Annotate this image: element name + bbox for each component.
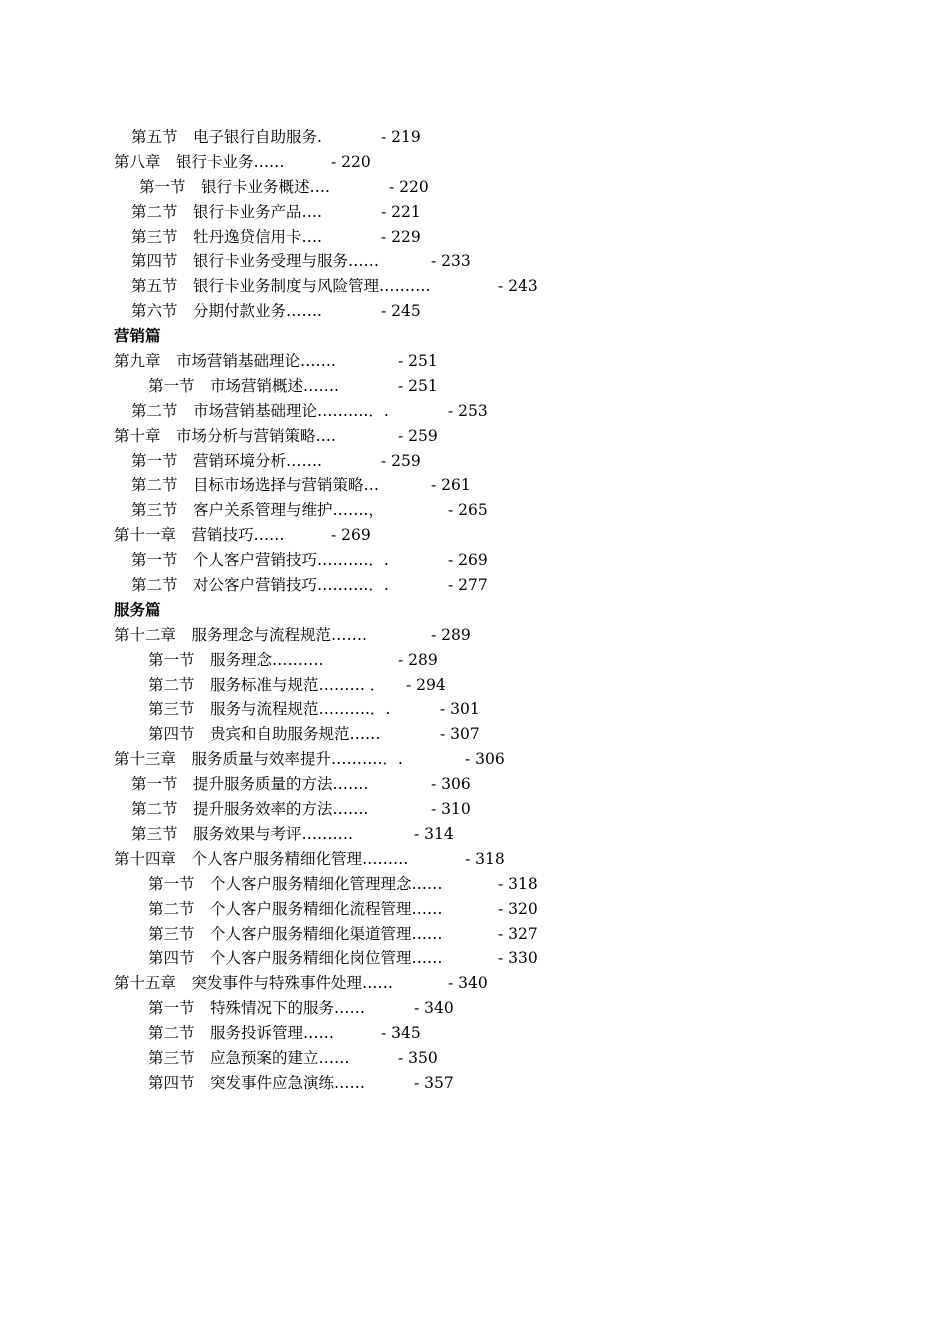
toc-entry (0, 971, 950, 996)
toc-entry-page-number: - 253 (448, 401, 488, 420)
toc-entry (0, 697, 950, 722)
toc-entry-page-number: - 229 (381, 227, 421, 246)
toc-entry-page-number: - 259 (381, 451, 421, 470)
toc-entry (0, 473, 950, 498)
toc-entry-page-number: - 251 (398, 376, 438, 395)
toc-entry-page-number: - 340 (448, 974, 488, 993)
toc-entry-title: 第三节 服务效果与考评………. (131, 824, 353, 843)
toc-entry-title: 第一节 个人客户营销技巧……….．. (131, 551, 389, 570)
toc-entry (0, 175, 950, 200)
toc-entry-page-number: - 301 (440, 700, 480, 719)
toc-entry-page-number: - 243 (498, 277, 538, 296)
toc-entry-title: 第十二章 服务理念与流程规范……. (114, 625, 367, 644)
toc-entry-page-number: - 306 (465, 750, 505, 769)
toc-entry-title: 第四节 突发事件应急演练…… (148, 1073, 366, 1092)
toc-entry (0, 523, 950, 548)
toc-entry-page-number: - 220 (389, 177, 429, 196)
toc-entry-page-number: - 289 (398, 650, 438, 669)
toc-entry-page-number: - 310 (431, 800, 471, 819)
toc-entry-title: 第二节 银行卡业务产品…. (131, 202, 322, 221)
toc-entry (0, 200, 950, 225)
toc-entry (0, 996, 950, 1021)
toc-entry (0, 125, 950, 150)
toc-entry-page-number: - 357 (414, 1073, 454, 1092)
section-heading (0, 598, 950, 623)
toc-entry (0, 822, 950, 847)
toc-entry (0, 673, 950, 698)
toc-entry (0, 573, 950, 598)
toc-entry-title: 第一节 特殊情况下的服务…… (148, 999, 366, 1018)
toc-entry (0, 548, 950, 573)
toc-entry-title: 第十三章 服务质量与效率提升……….．. (114, 750, 403, 769)
toc-entry-title: 第十一章 营销技巧…… (114, 526, 285, 545)
toc-entry (0, 349, 950, 374)
toc-entry (0, 225, 950, 250)
toc-entry-title: 第五节 银行卡业务制度与风险管理………. (131, 277, 431, 296)
toc-entry-page-number: - 340 (414, 999, 454, 1018)
toc-entry-title: 第二节 服务标准与规范……… ． (148, 675, 386, 694)
section-heading-text: 服务篇 (114, 600, 161, 619)
toc-entry-page-number: - 269 (448, 551, 488, 570)
toc-entry-title: 第三节 服务与流程规范……….．. (148, 700, 391, 719)
toc-entry (0, 897, 950, 922)
toc-entry-page-number: - 277 (448, 576, 488, 595)
toc-entry (0, 946, 950, 971)
toc-entry-title: 第四节 个人客户服务精细化岗位管理…… (148, 949, 443, 968)
toc-entry (0, 1071, 950, 1096)
toc-entry-title: 第十四章 个人客户服务精细化管理……… (114, 849, 409, 868)
toc-entry (0, 399, 950, 424)
toc-entry-title: 第五节 电子银行自助服务. (131, 128, 322, 146)
toc-entry-page-number: - 320 (498, 899, 538, 918)
toc-entry (0, 374, 950, 399)
toc-entry-title: 第六节 分期付款业务……. (131, 302, 322, 321)
toc-entry-title: 第九章 市场营销基础理论……. (114, 352, 336, 371)
toc-entry-title: 第三节 牡丹逸贷信用卡…. (131, 227, 322, 246)
toc-entry-page-number: - 327 (498, 924, 538, 943)
toc-entry-page-number: - 269 (331, 526, 371, 545)
toc-entry-title: 第一节 服务理念………. (148, 650, 324, 669)
toc-entry (0, 797, 950, 822)
toc-entry (0, 648, 950, 673)
toc-entry (0, 847, 950, 872)
toc-entry-page-number: - 233 (431, 252, 471, 271)
toc-entry-title: 第一节 个人客户服务精细化管理理念…… (148, 874, 443, 893)
toc-entry-page-number: - 318 (465, 849, 505, 868)
toc-entry-page-number: - 307 (440, 725, 480, 744)
toc-entry-title: 第二节 目标市场选择与营销策略… (131, 476, 380, 495)
toc-entry-title: 第一节 提升服务质量的方法……. (131, 775, 369, 794)
toc-entry-title: 第四节 贵宾和自助服务规范…… (148, 725, 381, 744)
toc-entry (0, 498, 950, 523)
toc-entry-page-number: - 350 (398, 1048, 438, 1067)
toc-entry-page-number: - 318 (498, 874, 538, 893)
toc-entry-page-number: - 221 (381, 202, 421, 221)
toc-entry-page-number: - 261 (431, 476, 471, 495)
toc-entry-page-number: - 289 (431, 625, 471, 644)
toc-entry-title: 第三节 应急预案的建立…… (148, 1048, 350, 1067)
toc-entry (0, 299, 950, 324)
toc-entry-title: 第二节 对公客户营销技巧……….．. (131, 576, 389, 595)
toc-entry-page-number: - 294 (406, 675, 446, 694)
section-heading-text: 营销篇 (114, 327, 161, 346)
toc-entry-title: 第八章 银行卡业务…… (114, 152, 285, 171)
toc-entry-page-number: - 245 (381, 302, 421, 321)
toc-entry (0, 1021, 950, 1046)
toc-entry (0, 150, 950, 175)
toc-entry-title: 第二节 个人客户服务精细化流程管理…… (148, 899, 443, 918)
toc-entry-page-number: - 330 (498, 949, 538, 968)
toc-entry-page-number: - 306 (431, 775, 471, 794)
toc-entry (0, 1046, 950, 1071)
toc-entry-title: 第一节 银行卡业务概述…. (139, 177, 330, 196)
toc-entry-title: 第四节 银行卡业务受理与服务…… (131, 252, 380, 271)
toc-entry-page-number: - 259 (398, 426, 438, 445)
toc-entry-page-number: - 251 (398, 352, 438, 371)
toc-entry (0, 449, 950, 474)
toc-entry-title: 第二节 提升服务效率的方法……. (131, 800, 369, 819)
toc-entry-page-number: - 314 (414, 824, 454, 843)
toc-entry-title: 第三节 客户关系管理与维护…….， (131, 501, 384, 520)
toc-entry (0, 274, 950, 299)
toc-entry (0, 922, 950, 947)
toc-entry (0, 249, 950, 274)
toc-entry (0, 872, 950, 897)
toc-entry (0, 722, 950, 747)
toc-entry-title: 第一节 市场营销概述……. (148, 376, 339, 395)
section-heading (0, 324, 950, 349)
toc-entry-page-number: - 219 (381, 128, 421, 146)
toc-entry-title: 第二节 服务投诉管理…… (148, 1024, 335, 1043)
toc-entry-title: 第二节 市场营销基础理论……….．. (131, 401, 389, 420)
table-of-contents (0, 125, 950, 1096)
toc-entry-title: 第十五章 突发事件与特殊事件处理…… (114, 974, 394, 993)
toc-entry (0, 772, 950, 797)
toc-entry (0, 424, 950, 449)
toc-entry (0, 747, 950, 772)
toc-entry-page-number: - 265 (448, 501, 488, 520)
toc-entry-page-number: - 345 (381, 1024, 421, 1043)
toc-entry-title: 第三节 个人客户服务精细化渠道管理…… (148, 924, 443, 943)
toc-entry (0, 623, 950, 648)
toc-entry-page-number: - 220 (331, 152, 371, 171)
toc-entry-title: 第十章 市场分析与营销策略…. (114, 426, 336, 445)
toc-entry-title: 第一节 营销环境分析……. (131, 451, 322, 470)
